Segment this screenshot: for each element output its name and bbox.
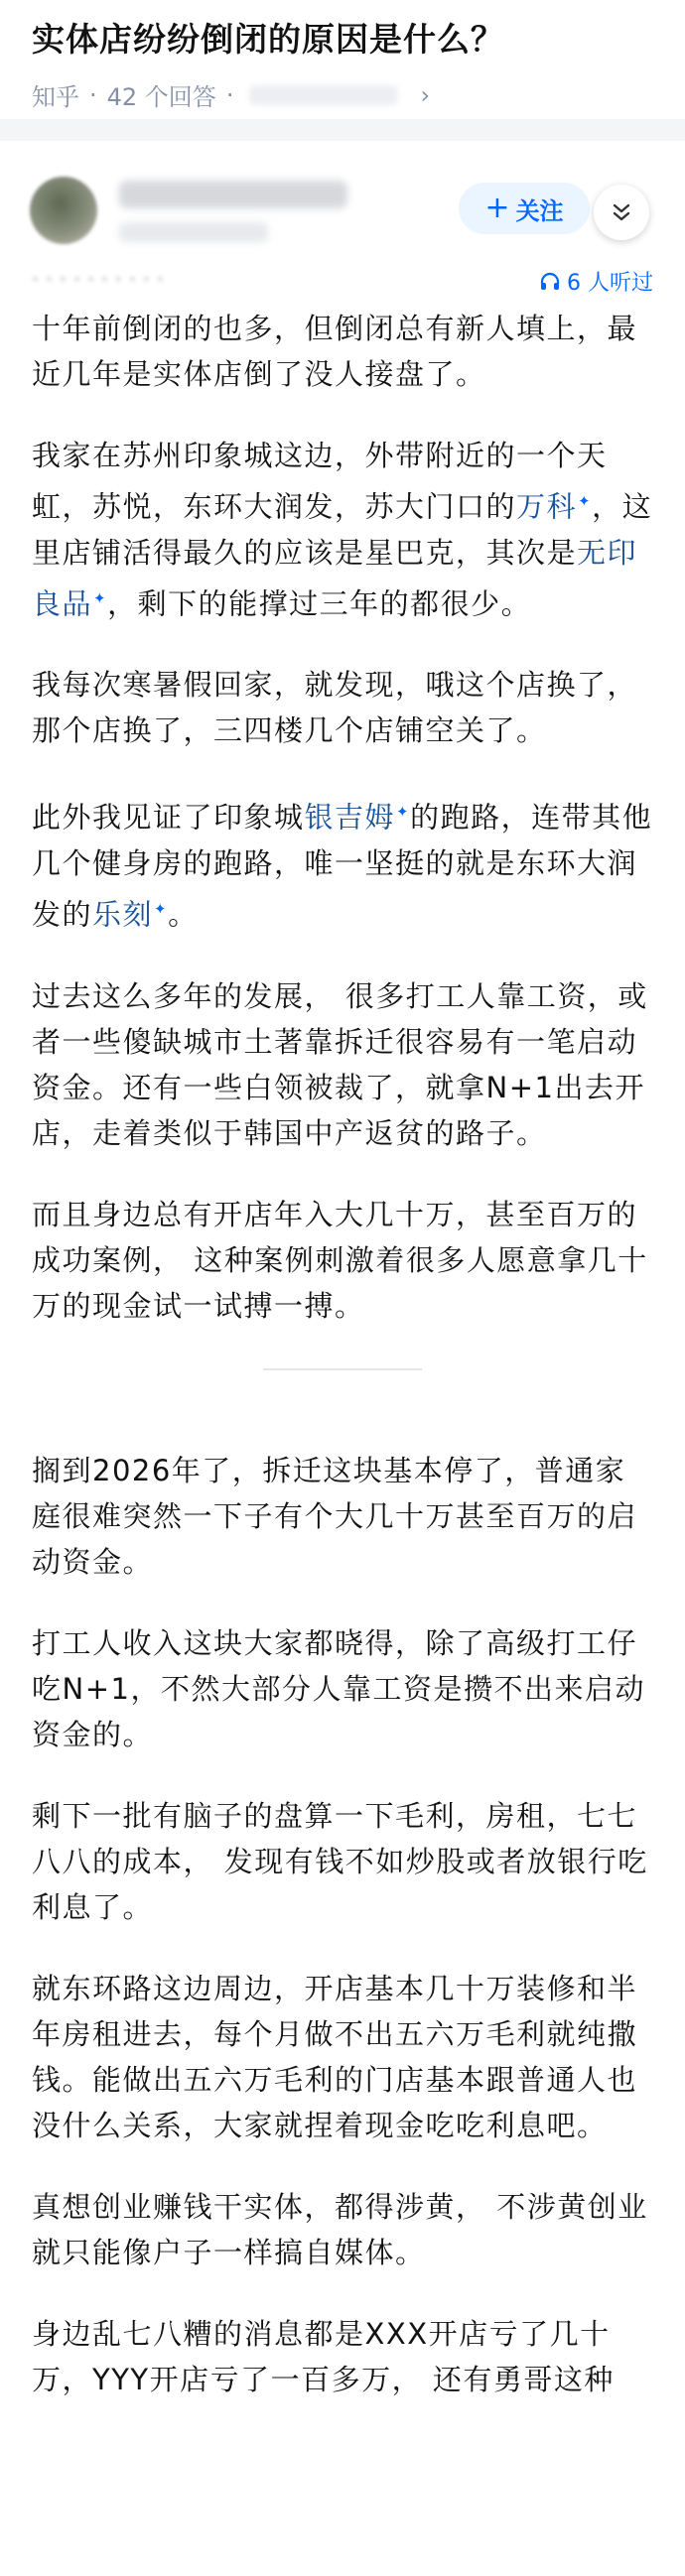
paragraph: 我每次寒暑假回家，就发现，哦这个店换了，那个店换了，三四楼几个店铺空关了。 xyxy=(32,668,638,748)
paragraph: 就东环路这边周边，开店基本几十万装修和半年房租进去，每个月做不出五六万毛利就纯撒钱。能做出五六万毛利的门店基本跟普通人也没什么关系，大家就捏着现金吃吃利息吧。 xyxy=(32,1971,638,2142)
question-meta xyxy=(32,77,430,112)
paragraph xyxy=(32,789,653,937)
paragraph: 真想创业赚钱干实体，都得涉黄， 不涉黄创业就只能像户子一样搞自媒体。 xyxy=(32,2189,648,2269)
question-title[interactable]: 实体店纷纷倒闭的原因是什么？ xyxy=(32,20,504,59)
paragraph: 十年前倒闭的也多，但倒闭总有新人填上，最近几年是实体店倒了没人接盘了。 xyxy=(32,312,638,391)
plus-icon: + xyxy=(484,191,510,225)
chevron-right-icon[interactable]: › xyxy=(420,80,431,109)
meta-separator: · xyxy=(89,80,97,109)
paragraph: 打工人收入这块大家都晓得，除了高级打工仔吃N+1，不然大部分人靠工资是攒不出来启动资金的。 xyxy=(32,1625,645,1751)
paragraph: 而且身边总有开店年入大几十万，甚至百万的成功案例， 这种案例刺激着很多人愿意拿几十万的现金试一试搏一搏。 xyxy=(32,1197,648,1323)
headphones-icon xyxy=(539,271,561,293)
paragraph: 搁到2026年了，拆迁这块基本停了，普通家庭很难突然一下子有个大几十万甚至百万的启动资金。 xyxy=(32,1453,638,1579)
content-separator xyxy=(263,1368,422,1370)
sparkle-icon: ✦ xyxy=(578,492,593,510)
paragraph: 过去这么多年的发展， 很多打工人靠工资，或者一些傻缺城市土著靠拆迁很容易有一笔启动资金。还有一些白领被裁了，就拿N+1出去开店，走着类似于韩国中产返贫的路子。 xyxy=(32,978,648,1150)
listen-count: 6 人听过 xyxy=(567,271,653,296)
answer-subrow xyxy=(0,266,685,302)
text-run: 此外我见证了印象城 xyxy=(32,800,305,835)
collapse-button[interactable] xyxy=(594,185,649,240)
answer-count[interactable]: 42 个回答 xyxy=(106,83,216,111)
sparkle-icon: ✦ xyxy=(93,588,108,607)
author-row xyxy=(0,141,685,270)
text-run: 的跑路，连带其他几个健身房的跑路，唯一坚挺的就是东环大润发的 xyxy=(32,800,653,932)
paragraph xyxy=(32,433,653,626)
listen-info[interactable] xyxy=(539,266,653,297)
source-label: 知乎 xyxy=(32,83,79,111)
answer-content xyxy=(32,306,653,2438)
follow-button[interactable] xyxy=(459,183,590,234)
link-yinjimu[interactable]: 银吉姆 xyxy=(304,800,396,835)
text-run: ，这里店铺活得最久的应该是星巴克，其次是 xyxy=(32,489,653,570)
blurred-meta xyxy=(249,85,398,105)
sparkle-icon: ✦ xyxy=(154,899,169,918)
author-bio-blurred xyxy=(119,222,268,242)
section-divider xyxy=(0,119,685,141)
text-run: 我家在苏州印象城这边，外带附近的一个天虹，苏悦，东环大润发，苏大门口的 xyxy=(32,439,608,524)
paragraph: 剩下一批有脑子的盘算一下毛利，房租，七七八八的成本， 发现有钱不如炒股或者放银行吃利息了。 xyxy=(32,1798,648,1924)
link-muji[interactable]: 无印良品 xyxy=(32,535,638,621)
meta-separator-2: · xyxy=(225,80,234,109)
author-name-blurred[interactable] xyxy=(119,181,347,208)
chevron-down-double-icon xyxy=(609,199,634,225)
vote-info-blurred: · · · · · · · · · · xyxy=(32,268,164,293)
sparkle-icon: ✦ xyxy=(396,803,411,822)
avatar[interactable] xyxy=(30,177,97,244)
paragraph: 身边乱七八糟的消息都是XXX开店亏了几十万，YYY开店亏了一百多万， 还有勇哥这种 xyxy=(32,2316,615,2396)
question-header xyxy=(0,0,685,119)
text-run: ，剩下的能撑过三年的都很少。 xyxy=(107,586,532,621)
link-leke[interactable]: 乐刻 xyxy=(92,897,154,932)
follow-label: 关注 xyxy=(515,196,564,225)
link-vanke[interactable]: 万科 xyxy=(516,489,578,524)
text-run: 。 xyxy=(168,897,199,932)
